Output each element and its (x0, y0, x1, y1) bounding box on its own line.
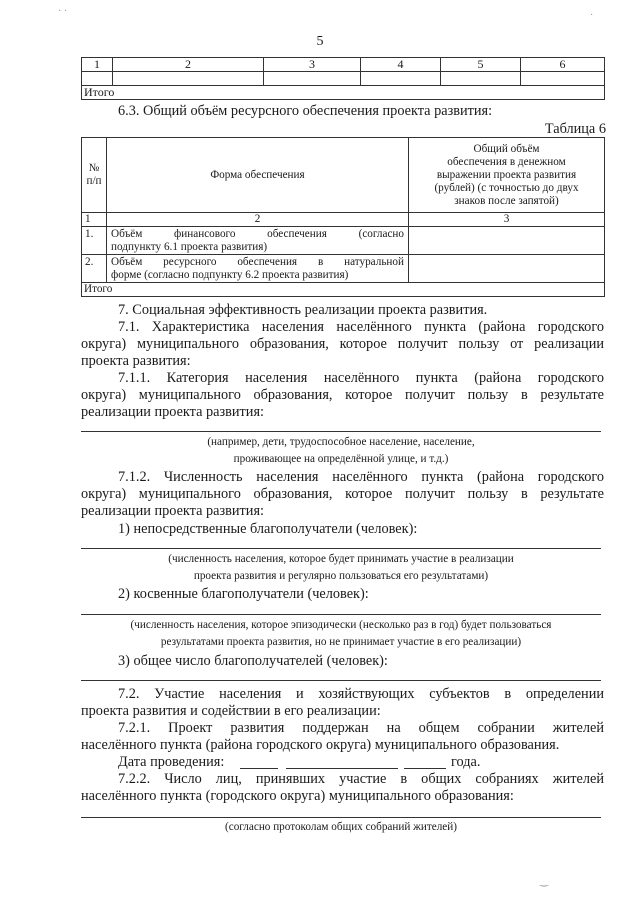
header-line: Общий объём (473, 142, 540, 155)
section-7-2-2-line: 7.2.2. Число лиц, принявших участие в общих собраниях жителей (118, 771, 604, 787)
fill-in-line (81, 680, 601, 681)
table-total-row (82, 86, 605, 100)
table-header-row (82, 138, 605, 213)
table-header-total (409, 138, 605, 213)
section-7-1-line: округа) муниципального образования, которое получит пользу от реализации (81, 336, 604, 352)
section-7-1-2-line: 7.1.2. Численность населения населённого пункта (района городского (118, 469, 604, 485)
table-header-cell: 1 (82, 58, 113, 72)
page-number: 5 (316, 34, 324, 49)
table-6-caption: Таблица 6 (544, 121, 606, 137)
table-row-num: 2. (82, 255, 107, 283)
section-6-3-heading: 6.3. Общий объём ресурсного обеспечения проекта развития: (118, 103, 493, 119)
table-cell (113, 72, 264, 86)
table-header-cell: 3 (264, 58, 361, 72)
header-line: знаков после запятой) (454, 194, 559, 207)
date-month-blank (286, 768, 398, 769)
table-row (82, 72, 605, 86)
table-index-row (82, 213, 605, 227)
row-line: подпункту 6.1 проекта развития) (111, 241, 268, 253)
section-7-2-1-line: населённого пункта (района городского округа) муниципального образования. (81, 737, 560, 753)
table-total-label: Итого (82, 283, 605, 297)
header-line: п/п (86, 175, 102, 187)
table-row-text (107, 255, 409, 283)
table-row-text (107, 227, 409, 255)
section-7-2-line: проекта развития и содействии в его реализации: (81, 703, 381, 719)
table-cell (264, 72, 361, 86)
indirect-beneficiaries-label: 2) косвенные благополучатели (человек): (118, 586, 369, 602)
table-cell (82, 72, 113, 86)
table-cell (441, 72, 521, 86)
row-line: Объём ресурсного обеспечения в натуральной (111, 256, 404, 268)
section-7-1-1-line: реализации проекта развития: (81, 404, 265, 420)
row-line: Объём финансового обеспечения (согласно (111, 228, 404, 240)
table-header-row (82, 58, 605, 72)
table-row-num: 1. (82, 227, 107, 255)
note-line: (согласно протоколам общих собраний жителей) (225, 821, 457, 833)
table-cell (409, 255, 605, 283)
table-cell (361, 72, 441, 86)
section-7-2-2-line: населённого пункта (городского округа) муниципального образования: (81, 788, 514, 804)
note-line: (например, дети, трудоспособное население, население, (207, 436, 475, 448)
section-7-2-1-line: 7.2.1. Проект развития поддержан на общем собрании жителей (118, 720, 604, 736)
table-cell (521, 72, 605, 86)
table-header-form: Форма обеспечения (107, 138, 409, 213)
table-row (82, 255, 605, 283)
header-line: (рублей) (с точностью до двух (434, 181, 579, 194)
header-line: № (88, 162, 100, 174)
note-line: (численность населения, которое эпизодически (несколько раз в год) будет пользоваться (130, 619, 552, 631)
note-line: результатами проекта развития, но не принимает участие в его реализации) (160, 636, 522, 648)
table-header-cell: 4 (361, 58, 441, 72)
section-7-1-1-line: 7.1.1. Категория населения населённого пункта (района городского (118, 370, 604, 386)
table-6 (81, 137, 605, 297)
header-line: обеспечения в денежном (447, 155, 566, 168)
year-suffix: года. (451, 754, 481, 770)
scan-speck: · (590, 10, 594, 21)
note-line: проекта развития и регулярно пользоваться его результатами) (193, 570, 489, 582)
scan-speck: ‿ (540, 876, 549, 887)
note-line: проживающее на определённой улице, и т.д.) (233, 453, 449, 465)
section-7-1-line: проекта развития: (81, 353, 191, 369)
note-line: (численность населения, которое будет принимать участие в реализации (168, 553, 514, 565)
date-day-blank (240, 768, 278, 769)
table-index-cell: 3 (409, 213, 605, 227)
table-total-row (82, 283, 605, 297)
section-7-2-line: 7.2. Участие населения и хозяйствующих субъектов в определении (118, 686, 604, 702)
table-index-cell: 2 (107, 213, 409, 227)
section-7-heading: 7. Социальная эффективность реализации проекта развития. (118, 302, 488, 318)
table-header-cell: 5 (441, 58, 521, 72)
header-line: выражении проекта развития (436, 168, 577, 181)
table-header-num (82, 138, 107, 213)
fill-in-line (81, 431, 601, 432)
fill-in-line (81, 817, 601, 818)
table-row (82, 227, 605, 255)
table-total-label: Итого (82, 86, 605, 100)
fill-in-line (81, 548, 601, 549)
row-line: форме (согласно подпункту 6.2 проекта развития) (111, 269, 349, 281)
table-cell (409, 227, 605, 255)
table-index-cell: 1 (82, 213, 107, 227)
fill-in-line (81, 614, 601, 615)
scan-speck: · · (58, 6, 68, 17)
section-7-1-2-line: округа) муниципального образования, которое получит пользу в результате (81, 486, 604, 502)
table-5-fragment (81, 57, 605, 100)
section-7-1-1-line: округа) муниципального образования, которое получит пользу в результате (81, 387, 604, 403)
direct-beneficiaries-label: 1) непосредственные благополучатели (человек): (118, 521, 418, 537)
table-header-cell: 6 (521, 58, 605, 72)
table-header-cell: 2 (113, 58, 264, 72)
meeting-date-label: Дата проведения: (118, 754, 225, 770)
date-year-blank (404, 768, 446, 769)
section-7-1-2-line: реализации проекта развития: (81, 503, 265, 519)
total-beneficiaries-label: 3) общее число благополучателей (человек): (118, 653, 388, 669)
section-7-1-line: 7.1. Характеристика населения населённого пункта (района городского (118, 319, 604, 335)
